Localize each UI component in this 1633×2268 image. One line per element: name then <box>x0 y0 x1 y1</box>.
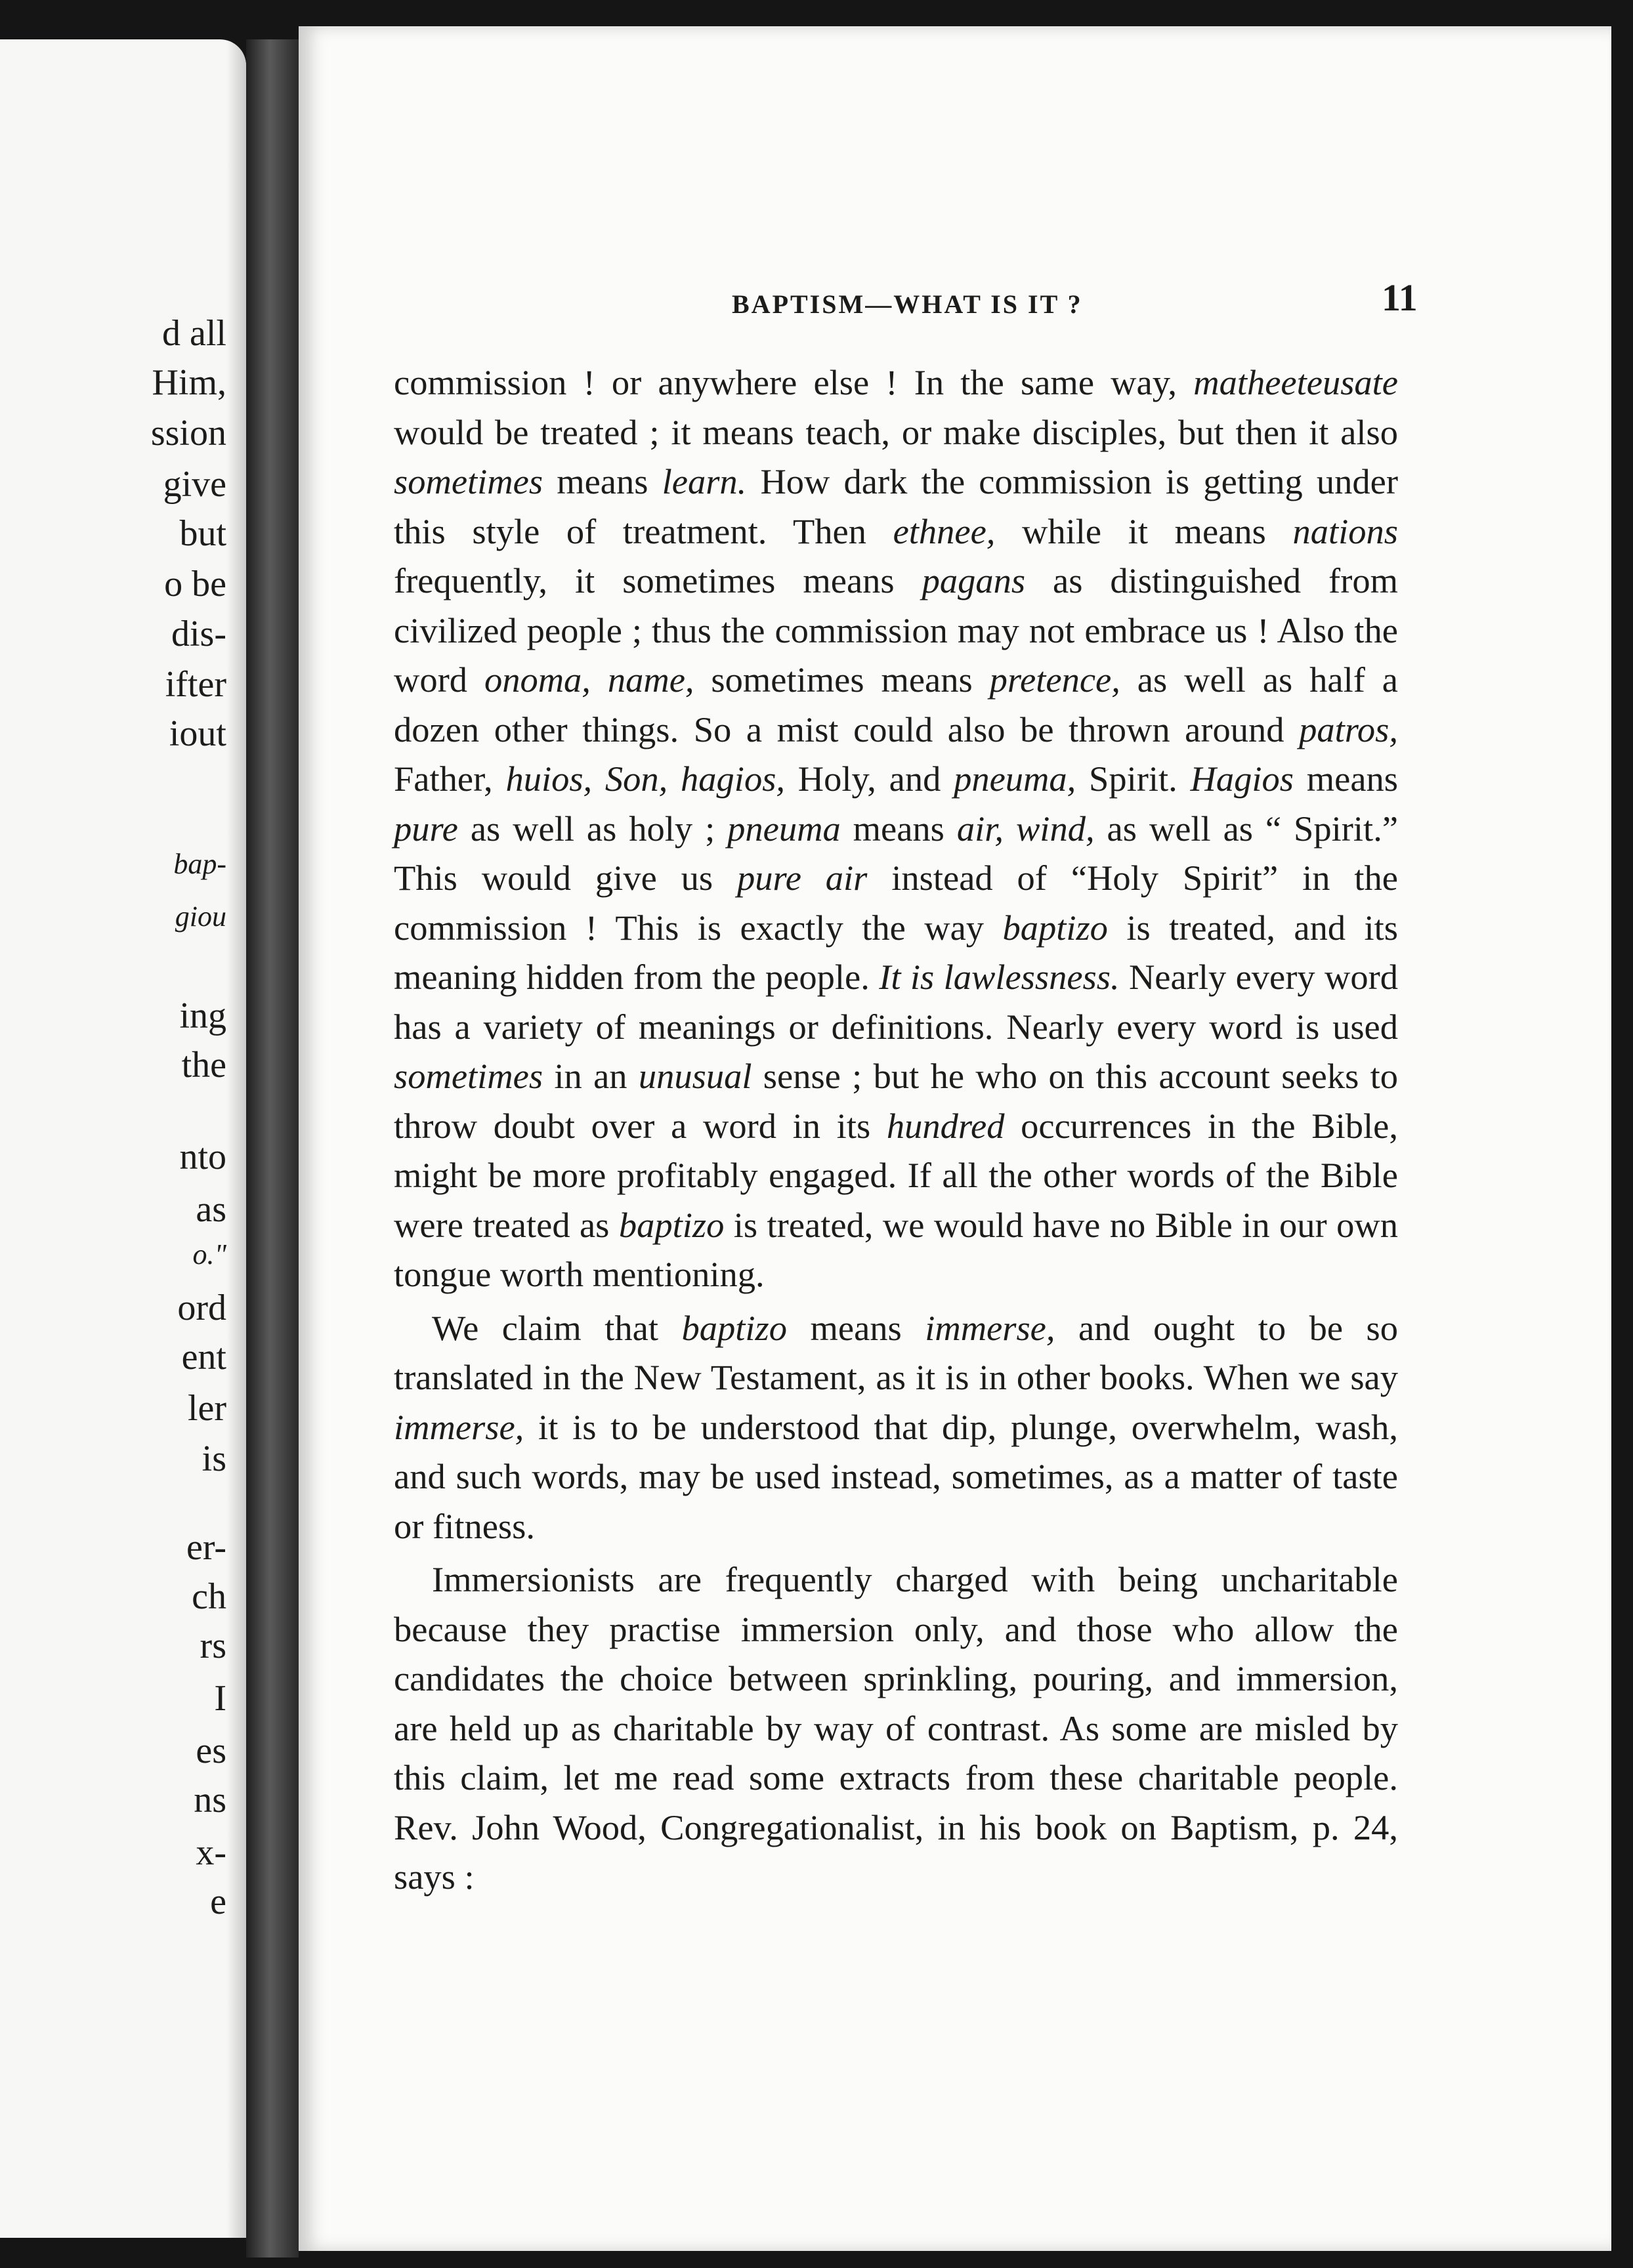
italic-term: hundred <box>886 1105 1005 1146</box>
facing-page-fragment: but <box>179 513 226 554</box>
text-run: means <box>787 1307 925 1348</box>
italic-term: pure air <box>737 858 868 898</box>
text-run: is treated, we would have no Bible in our own tongue worth mentioning. <box>394 1204 1398 1294</box>
text-run: means <box>1294 759 1399 799</box>
facing-page-fragment: the <box>181 1045 226 1085</box>
paragraph <box>394 1555 1398 1902</box>
facing-page-fragment: d all <box>162 313 226 354</box>
facing-page-fragment: ing <box>179 996 226 1036</box>
italic-term: It is lawlessness. <box>879 957 1120 997</box>
facing-page-fragment: I <box>214 1678 226 1719</box>
text-run: means <box>840 808 957 849</box>
page-right <box>299 26 1611 2251</box>
text-run: and ought to be so translated in the New Testament, as it is in other books. When we say <box>394 1307 1399 1397</box>
italic-term: nations <box>1292 511 1398 551</box>
italic-term: pneuma, <box>954 759 1076 799</box>
italic-term: sometimes <box>394 1056 543 1096</box>
italic-term: immerse, <box>394 1406 524 1447</box>
text-run: commission ! or anywhere else ! In the same way, <box>394 362 1194 402</box>
facing-page-fragment: ler <box>187 1388 226 1429</box>
italic-term: Hagios <box>1190 759 1294 799</box>
text-run: We claim that <box>432 1307 682 1348</box>
italic-term: onoma, name, <box>484 660 694 700</box>
page-header <box>299 276 1611 328</box>
text-run: in an <box>543 1056 639 1096</box>
italic-term: pretence, <box>989 660 1120 700</box>
text-run: Holy, and <box>785 759 954 799</box>
text-run: frequently, it sometimes means <box>394 560 922 600</box>
facing-page-fragment: iout <box>169 713 226 754</box>
italic-term: baptizo <box>618 1204 725 1245</box>
facing-page-fragment: o be <box>164 564 226 604</box>
italic-term: matheeteusate <box>1193 362 1398 402</box>
text-run: as distinguished from civilized people ; thus the commission may not embrace us ! Also the word <box>394 560 1398 700</box>
italic-term: baptizo <box>681 1307 787 1348</box>
text-run: Immersionists are frequently charged with being uncharitable because they practise immersion only, and those who allow the candidates the choice between sprinkling, pouring, and immersion, are held up as charitable by way of contrast. As some are misled by this claim, let me read some extracts from these charitable people. Rev. John Wood, Congregationalist, in his book on Baptism, p. 24, says : <box>394 1559 1398 1897</box>
italic-term: learn. <box>662 461 747 501</box>
italic-term: unusual <box>638 1056 752 1096</box>
facing-page-fragment: dis- <box>171 614 226 654</box>
italic-term: pure <box>394 808 458 849</box>
left-page-gutter-shadow <box>226 39 246 2238</box>
facing-page-fragment: as <box>196 1189 226 1230</box>
facing-page-left <box>0 39 246 2238</box>
facing-page-fragment: is <box>201 1438 226 1479</box>
text-run: while it means <box>995 511 1293 551</box>
facing-page-fragment: e <box>210 1881 226 1922</box>
italic-term: ethnee, <box>893 511 996 551</box>
text-run: is treated, and its meaning hidden from the people. <box>394 907 1398 997</box>
facing-page-fragment: give <box>163 464 226 505</box>
facing-page-fragment: nto <box>179 1137 226 1177</box>
facing-page-fragment: ifter <box>165 664 226 705</box>
italic-term: air, wind, <box>956 808 1095 849</box>
italic-term: baptizo <box>1002 907 1108 948</box>
facing-page-fragment: ord <box>177 1288 226 1328</box>
facing-page-fragment: bap- <box>173 848 226 880</box>
italic-term: sometimes <box>394 461 543 501</box>
facing-page-fragment: es <box>196 1731 226 1771</box>
text-run: as well as holy ; <box>457 808 728 849</box>
italic-term: pneuma <box>727 808 841 849</box>
text-run: as well as “ Spirit.” This would give us <box>394 808 1399 898</box>
facing-page-fragment: Him, <box>152 362 226 403</box>
text-run: occurrences in the Bible, might be more profitably engaged. If all the other words of the Bible were treated as <box>394 1105 1398 1245</box>
text-run: as well as half a dozen other things. So a mist could also be thrown around <box>394 660 1398 749</box>
text-run: Father, <box>394 759 506 799</box>
book-spine <box>246 39 299 2258</box>
facing-page-fragment: ent <box>181 1337 226 1377</box>
italic-term: huios, Son, hagios, <box>505 759 786 799</box>
facing-page-fragment: ssion <box>150 413 226 453</box>
body-text <box>394 358 1398 1902</box>
running-title: BAPTISM—WHAT IS IT ? <box>732 289 1083 319</box>
facing-page-fragment: o." <box>192 1238 226 1270</box>
text-run: How dark the commission is getting under this style of treatment. Then <box>394 461 1398 551</box>
page-number: 11 <box>1382 276 1418 319</box>
text-run: sometimes means <box>694 660 990 700</box>
facing-page-fragment: giou <box>175 900 226 933</box>
text-run: Spirit. <box>1076 759 1191 799</box>
italic-term: pagans <box>922 560 1026 600</box>
italic-term: patros, <box>1299 709 1398 749</box>
paragraph <box>394 1303 1398 1551</box>
paragraph <box>394 358 1398 1299</box>
text-run: instead of “Holy Spirit” in the commission ! This is exactly the way <box>394 858 1399 948</box>
facing-page-fragment: er- <box>186 1527 226 1568</box>
text-run: Nearly every word has a variety of meanings or definitions. Nearly every word is used <box>394 957 1398 1047</box>
text-run: means <box>543 461 662 501</box>
facing-page-fragment: x- <box>196 1832 226 1873</box>
text-run: it is to be understood that dip, plunge, overwhelm, wash, and such words, may be used instead, sometimes, as a matter of taste or fitness. <box>394 1406 1398 1546</box>
facing-page-fragment: ns <box>194 1780 226 1820</box>
text-run: sense ; but he who on this account seeks to throw doubt over a word in its <box>394 1056 1398 1146</box>
text-run: would be treated ; it means teach, or make disciples, but then it also <box>394 411 1398 452</box>
facing-page-fragment: rs <box>200 1626 226 1666</box>
italic-term: immerse, <box>925 1307 1055 1348</box>
facing-page-fragment: ch <box>192 1576 226 1617</box>
